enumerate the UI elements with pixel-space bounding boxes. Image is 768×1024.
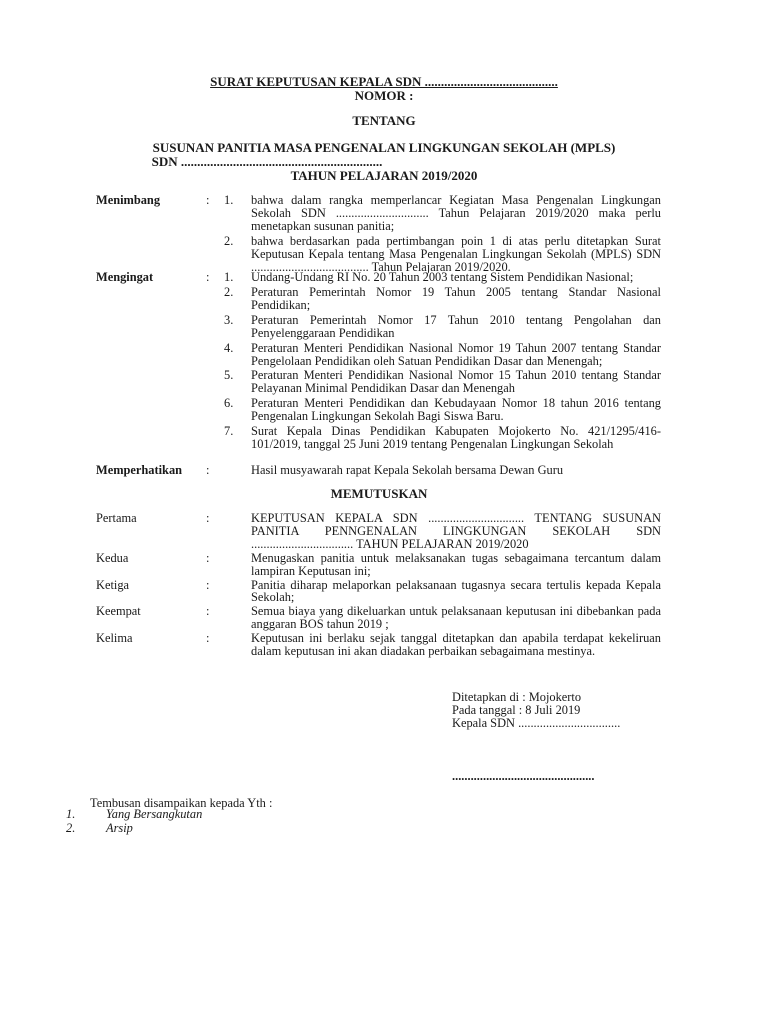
subject-line-3: TAHUN PELAJARAN 2019/2020 (290, 168, 478, 183)
decision-text: Panitia diharap melaporkan pelaksanaan tugasnya secara tertulis kepada Kepala Sekolah; (251, 577, 661, 605)
signature-date: Pada tanggal : 8 Juli 2019 (452, 703, 581, 717)
mengingat-section (96, 271, 661, 451)
subject-line-2: SDN .............................................................. (151, 154, 383, 169)
list-number: 5. (224, 368, 234, 383)
decision-item (96, 512, 661, 551)
decision-item (96, 632, 661, 658)
decision-text: Semua biaya yang dikeluarkan untuk pelaksanaan keputusan ini dibebankan pada anggaran BOS tahun 2019 ; (251, 604, 661, 632)
mengingat-item (96, 286, 661, 312)
decision-item (96, 605, 661, 631)
signature-place: Ditetapkan di : Mojokerto (452, 690, 582, 704)
memutuskan-heading: MEMUTUSKAN (330, 486, 428, 501)
tembusan-text: Yang Bersangkutan (106, 807, 203, 821)
mengingat-item (96, 342, 661, 368)
signature-name-line: .............................................. (452, 769, 595, 783)
decision-label: Ketiga (96, 577, 130, 592)
decision-colon: : (206, 604, 210, 619)
mengingat-item (96, 314, 661, 340)
tembusan-item (66, 808, 202, 822)
signature-position: Kepala SDN ................................. (452, 716, 621, 730)
list-text: Peraturan Menteri Pendidikan Nasional Nomor 15 Tahun 2010 tentang Standar Pelayanan Minimal Pendidikan Dasar dan Menengah (251, 368, 661, 396)
list-number: 6. (224, 396, 234, 411)
decision-item (96, 579, 661, 605)
list-text: bahwa berdasarkan pada pertimbangan poin 1 di atas perlu ditetapkan Surat Keputusan Kepala tentang Masa Pengenalan Lingkungan Sekolah (MPLS) SDN ...................................... Tahun Pelajaran 2019/2020. (251, 233, 661, 274)
list-number: 1. (224, 193, 234, 207)
list-text: bahwa dalam rangka memperlancar Kegiatan Masa Pengenalan Lingkungan Sekolah SDN .............................. Tahun Pelajaran 2019/2020 maka perlu menetapkan susunan panitia; (251, 193, 661, 233)
decision-colon: : (206, 550, 210, 565)
list-text: Undang-Undang RI No. 20 Tahun 2003 tentang Sistem Pendidikan Nasional; (251, 270, 634, 284)
decision-label: Keempat (96, 604, 141, 619)
mengingat-colon: : (206, 270, 210, 284)
mengingat-item (96, 425, 661, 451)
decision-text: Keputusan ini berlaku sejak tanggal ditetapkan dan apabila terdapat kekeliruan dalam keputusan ini akan diadakan perbaikan sebagaimana mestinya. (251, 631, 661, 659)
mengingat-item (96, 369, 661, 395)
memperhatikan-label: Memperhatikan (96, 463, 183, 477)
list-text: Peraturan Menteri Pendidikan dan Kebudayaan Nomor 18 tahun 2016 tentang Pengenalan Lingkungan Sekolah Bagi Siswa Baru. (251, 396, 661, 424)
memperhatikan-text: Hasil musyawarah rapat Kepala Sekolah bersama Dewan Guru (251, 463, 564, 477)
mengingat-item (96, 271, 661, 284)
list-number: 7. (224, 424, 234, 439)
document-title: SURAT KEPUTUSAN KEPALA SDN ......................................... (210, 74, 558, 89)
tembusan-number: 1. (66, 807, 76, 821)
tembusan-text: Arsip (106, 820, 133, 835)
tembusan-number: 2. (66, 820, 76, 835)
decision-label: Kedua (96, 550, 129, 565)
memperhatikan-section (96, 464, 661, 477)
menimbang-colon: : (206, 193, 210, 207)
memperhatikan-colon: : (206, 463, 210, 477)
list-text: Surat Kepala Dinas Pendidikan Kabupaten Mojokerto No. 421/1295/416-101/2019, tanggal 25 Juni 2019 tentang Pengenalan Lingkungan Sekolah (251, 424, 661, 451)
tentang-heading: TENTANG (352, 113, 416, 128)
decision-label: Pertama (96, 511, 137, 525)
mengingat-label: Mengingat (96, 270, 154, 284)
menimbang-item (96, 235, 661, 274)
decision-label: Kelima (96, 631, 133, 646)
menimbang-label: Menimbang (96, 193, 161, 207)
decision-text: Menugaskan panitia untuk melaksanakan tugas sebagaimana tercantum dalam lampiran Keputusan ini; (251, 550, 661, 578)
memperhatikan-item (96, 464, 661, 477)
list-number: 2. (224, 233, 234, 248)
decision-item (96, 552, 661, 578)
menimbang-section (96, 194, 661, 273)
list-text: Peraturan Pemerintah Nomor 19 Tahun 2005 tentang Standar Nasional Pendidikan; (251, 285, 661, 312)
decision-colon: : (206, 511, 210, 525)
decision-colon: : (206, 577, 210, 592)
list-number: 2. (224, 285, 234, 299)
menimbang-item (96, 194, 661, 233)
decision-text: KEPUTUSAN KEPALA SDN ............................... TENTANG SUSUNAN PANITIA PENNGENALAN LINGKUNGAN SEKOLAH SDN ................................. TAHUN PELAJARAN 2019/2020 (251, 511, 661, 551)
subject-line-1: SUSUNAN PANITIA MASA PENGENALAN LINGKUNGAN SEKOLAH (MPLS) (152, 140, 616, 155)
mengingat-item (96, 397, 661, 423)
decision-colon: : (206, 631, 210, 646)
list-number: 3. (224, 312, 234, 327)
document-number: NOMOR : (354, 88, 414, 103)
tembusan-list (66, 808, 202, 835)
list-number: 1. (224, 270, 234, 284)
tembusan-item (66, 822, 202, 836)
list-text: Peraturan Menteri Pendidikan Nasional Nomor 19 Tahun 2007 tentang Standar Pengelolaan Pendidikan oleh Satuan Pendidikan Dasar dan Menengah; (251, 340, 661, 368)
list-number: 4. (224, 340, 234, 355)
tembusan-intro: Tembusan disampaikan kepada Yth : (90, 796, 273, 810)
list-text: Peraturan Pemerintah Nomor 17 Tahun 2010 tentang Pengolahan dan Penyelenggaraan Pendidikan (251, 312, 661, 340)
decisions-section (96, 512, 661, 658)
